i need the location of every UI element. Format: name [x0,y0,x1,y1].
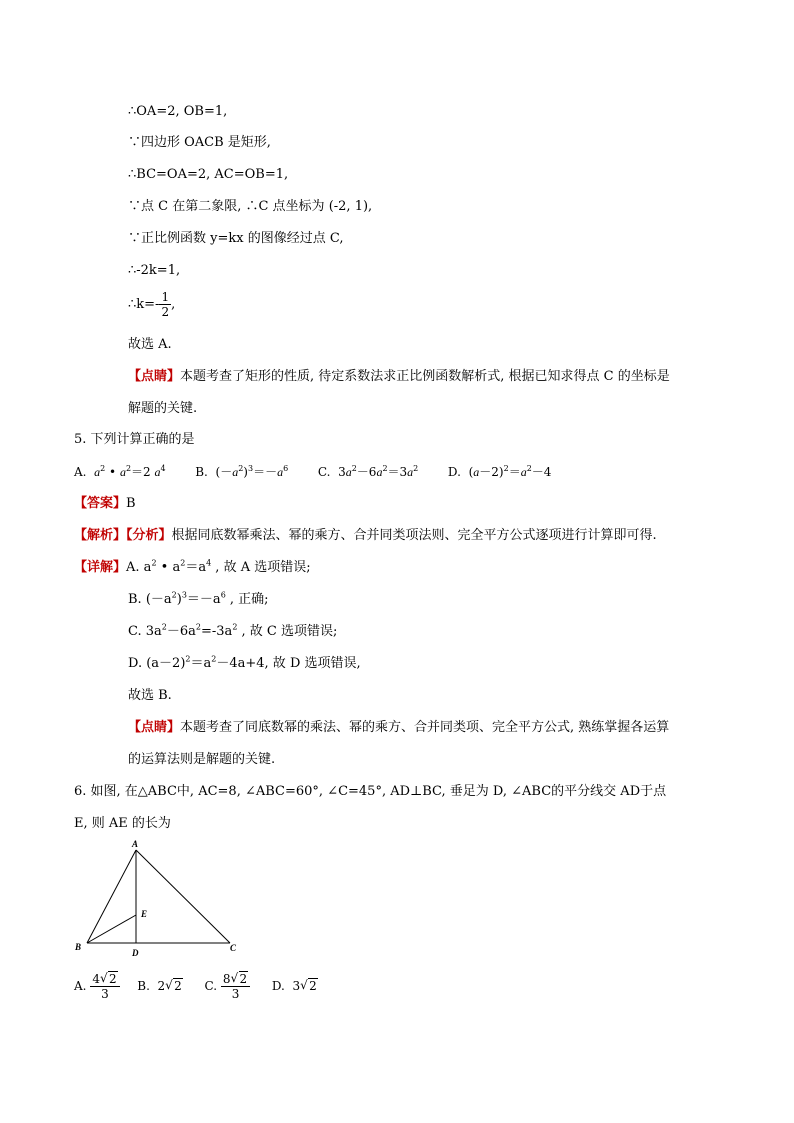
analysis-line [74,527,657,545]
radicand: 2 [239,972,248,986]
text: D. [128,656,147,671]
choose-line: 故选 A. [128,337,172,352]
detail-line [128,655,361,673]
text: B. [128,592,146,607]
comment-line [128,719,669,737]
solution-line: ∵四边形 OACB 是矩形, [128,135,271,150]
label-b: B [75,942,82,952]
option-b-formula: $(-a^2)^3=-a^6$ [215,464,289,479]
choose-line: 故选 B. [128,688,172,703]
option-label: A. [74,979,87,993]
detail-line [128,591,269,609]
sqrt-icon [232,972,249,986]
coefficient: 8 [222,972,231,986]
side-ac [136,850,230,943]
sqrt-icon [166,962,183,1010]
options-row [74,962,318,1010]
option-d-formula: $(a-2)^2=a^2-4$ [468,464,552,479]
option-c-formula: $3a^2-6a^2=3a^2$ [338,464,419,479]
answer-tag: 【答案】 [74,496,127,511]
answer-value: B [126,496,136,511]
fraction-numerator: 1 [161,290,170,304]
text: ∴k=- [128,297,160,312]
formula: $(a-2)^2=a^2-4a+4$ [146,654,265,671]
radicand: 2 [309,979,317,993]
comment-line [128,368,670,386]
text: , 正确; [225,592,269,607]
option-label: A. [74,465,87,479]
detail-line [74,559,311,577]
text: ∵正比例函数 [128,231,211,246]
fraction [159,290,171,319]
formula: $(-a^2)^3=-a^6$ [145,590,226,607]
formula: $a^2$ • $a^2=a^4$ [143,558,212,575]
label-a: A [132,839,139,849]
denominator: 3 [231,987,240,1001]
comment-tag: 【点睛】 [128,369,181,384]
coefficient: 4 [92,972,100,986]
comment-text: 本题考查了同底数幂的乘法、幂的乘方、合并同类项、完全平方公式, 熟练掌握各运算 [180,720,670,735]
solution-line [128,290,175,320]
analysis-text: 根据同底数幂乘法、幂的乘方、合并同类项法则、完全平方公式逐项进行计算即可得. [171,528,657,543]
comment-line: 解题的关键. [128,401,198,416]
option-a-value [90,972,119,1001]
denominator: 3 [101,987,109,1001]
label-e: E [141,909,148,919]
triangle-figure [70,838,250,968]
sqrt-icon [101,972,118,986]
text: , 故 C 选项错误; [237,624,338,639]
text: , 故 D 选项错误, [264,656,361,671]
option-label: C. [204,979,218,993]
coefficient: 2 [157,979,166,993]
question-stem: 6. 如图, 在△ABC中, AC=8, ∠ABC=60°, ∠C=45°, AD⊥BC, 垂足为 D, ∠ABC的平分线交 AD于点 [74,784,667,799]
options-row [74,463,551,481]
option-c-value [221,972,250,1001]
comment-text: 本题考查了矩形的性质, 待定系数法求正比例函数解析式, 根据已知求得点 C 的坐标是 [180,369,670,384]
text: 的图像经过点 C, [243,231,344,246]
answer-line [74,495,136,513]
comment-line: 的运算法则是解题的关键. [128,752,276,767]
comment-tag: 【点睛】 [128,720,181,735]
detail-line [128,623,337,641]
text: C. [128,624,146,639]
solution-line: ∵点 C 在第二象限, ∴C 点坐标为 (-2, 1), [128,199,373,214]
formula: $3a^2-6a^2=-3a^2$ [145,622,238,639]
formula: y=kx [210,231,244,246]
option-label: B. [137,979,150,993]
option-label: C. [317,465,331,479]
option-d-value [292,979,317,993]
text: A. [126,560,144,575]
option-label: D. [271,979,285,993]
text: , 故 A 选项错误; [211,560,311,575]
solution-line: ∴-2k=1, [128,263,181,278]
question-stem: E, 则 AE 的长为 [74,816,171,831]
radicand: 2 [174,979,182,993]
analysis-tag: 【解析】【分析】 [74,528,172,543]
solution-line: ∴OA=2, OB=1, [128,104,228,119]
option-label: B. [195,465,208,479]
radicand: 2 [108,972,117,986]
option-b-value [158,979,183,993]
option-label: D. [447,465,461,479]
question-stem: 5. 下列计算正确的是 [74,432,195,447]
text: , [171,297,176,312]
solution-line [128,230,343,248]
option-a-formula: $a^2$ • $a^2=2$ $a^4$ [94,464,166,479]
detail-tag: 【详解】 [74,560,127,575]
fraction-denominator: 2 [161,305,170,319]
sqrt-icon [301,962,318,1010]
solution-line: ∴BC=OA=2, AC=OB=1, [128,167,289,182]
label-d: D [132,948,139,958]
label-c: C [230,943,237,953]
coefficient: 3 [292,979,301,993]
